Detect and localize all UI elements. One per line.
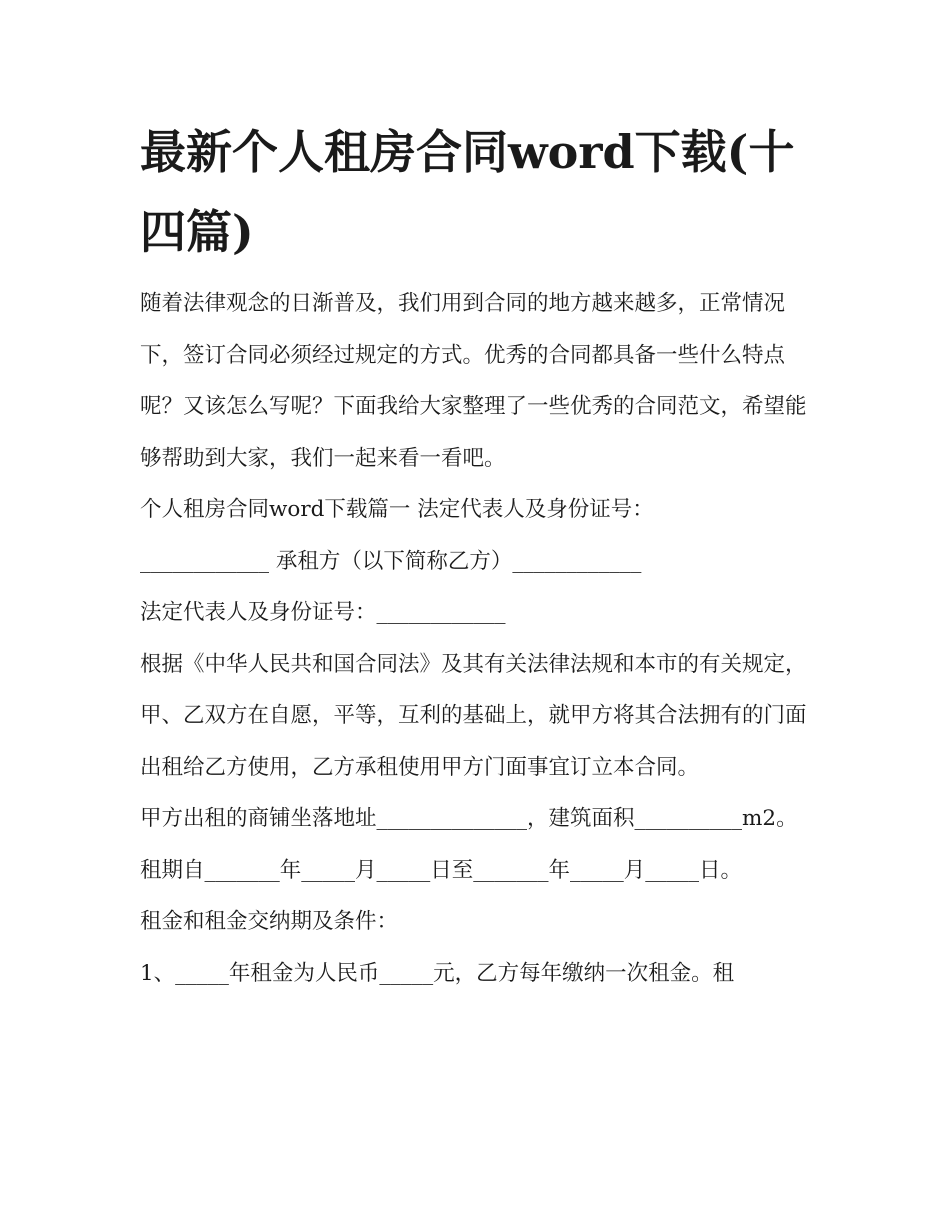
document-body bbox=[140, 278, 820, 999]
property-address-line: 甲方出租的商铺坐落地址______________，建筑面积__________m2。 bbox=[140, 806, 798, 831]
contract-basis-paragraph: 根据《中华人民共和国合同法》及其有关法律法规和本市的有关规定，甲、乙双方在自愿，平等，互利的基础上，就甲方将其合法拥有的门面出租给乙方使用，乙方承租使用甲方门面事宜订立本合同。 bbox=[140, 651, 807, 780]
lessee-line: ____________ 承租方（以下简称乙方）____________ bbox=[140, 548, 642, 574]
lease-term-line: 租期自_______年_____月_____日至_______年_____月_____日。 bbox=[140, 857, 743, 883]
legal-rep-line: 法定代表人及身份证号：____________ bbox=[140, 600, 506, 625]
section-heading: 个人租房合同word下载篇一 法定代表人及身份证号： bbox=[140, 497, 654, 522]
rent-clause-1: 1、_____年租金为人民币_____元，乙方每年缴纳一次租金。租 bbox=[140, 960, 735, 986]
rent-terms-heading: 租金和租金交纳期及条件： bbox=[140, 909, 399, 934]
document-title: 最新个人租房合同word下载(十四篇) bbox=[140, 125, 795, 259]
intro-paragraph: 随着法律观念的日渐普及，我们用到合同的地方越来越多，正常情况下，签订合同必须经过规定的方式。优秀的合同都具备一些什么特点呢？又该怎么写呢？下面我给大家整理了一些优秀的合同范文，希望能够帮助到大家，我们一起来看一看吧。 bbox=[140, 291, 807, 471]
